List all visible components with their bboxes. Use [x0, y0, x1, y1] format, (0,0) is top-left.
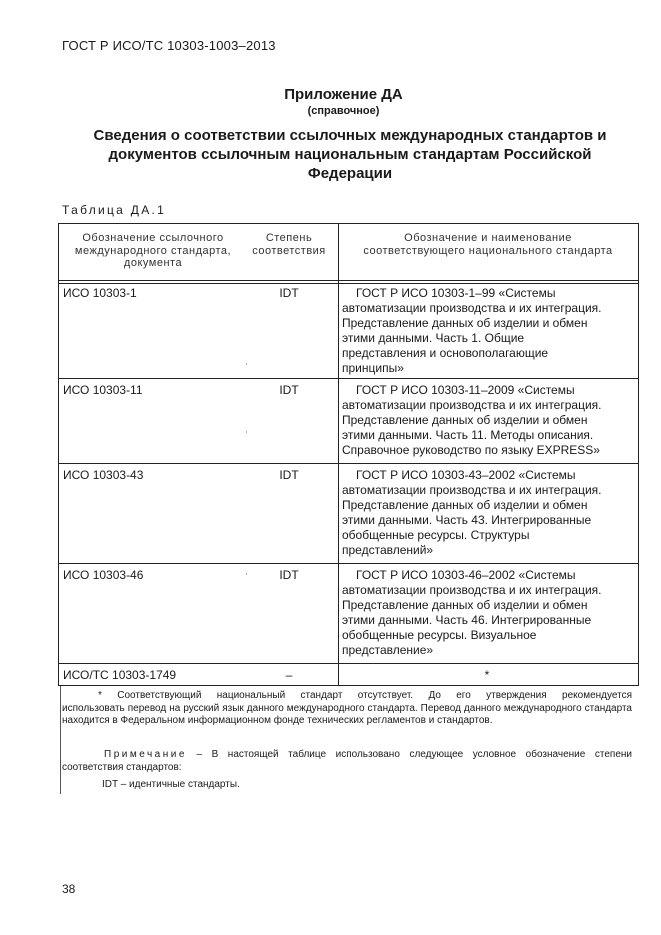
- row-degree: IDT: [279, 286, 299, 300]
- table-left-border: [58, 223, 59, 686]
- appendix-title: Приложение ДА: [284, 86, 403, 103]
- row-reference: ИСО 10303-11: [63, 383, 143, 397]
- scan-speck: [246, 363, 247, 365]
- scan-speck: [246, 573, 247, 575]
- note-label: Примечание: [104, 749, 187, 760]
- table-right-border: [638, 223, 639, 686]
- row-reference: ИСО 10303-1: [63, 286, 137, 300]
- row-national-standard: ГОСТ Р ИСО 10303-46–2002 «Системы автоматизации производства и их интеграция. Представление данных об изделии и обмен этими данными. Часть 46. Интегрированные обобщенные ресурсы. Визуальное представление»: [342, 568, 602, 657]
- row-divider: [58, 378, 639, 379]
- note-text: – В настоящей таблице использовано следующее условное обозначение степени соответствия стандартов:: [62, 749, 632, 773]
- header-degree: Степень соответствия: [252, 232, 326, 257]
- row-reference: ИСО/ТС 10303-1749: [63, 668, 177, 682]
- table-footnote: * Соответствующий национальный стандарт отсутствует. До его утверждения рекомендуется использовать перевод на русский язык данного международного стандарта. Перевод данного международного стандарта находится в Федеральном информационном фонде технических регламентов и стандартов.: [62, 690, 632, 726]
- table-bottom-border: [58, 685, 639, 686]
- page-number: 38: [62, 882, 76, 896]
- row-divider: [58, 463, 639, 464]
- left-margin-rule: [60, 686, 61, 794]
- row-divider: [58, 563, 639, 564]
- row-national-standard: ГОСТ Р ИСО 10303-11–2009 «Системы автоматизации производства и их интеграция. Представление данных об изделии и обмен этими данными. Часть 11. Методы описания. Справочное руководство по языку EXPRESS»: [342, 383, 602, 457]
- header-national-standard: Обозначение и наименование соответствующего национального стандарта: [363, 232, 613, 257]
- row-divider: [58, 663, 639, 664]
- table-caption: Таблица ДА.1: [62, 203, 167, 217]
- note-definition: IDT – идентичные стандарты.: [102, 779, 240, 790]
- table-note: [62, 749, 632, 774]
- correspondence-table: [58, 223, 639, 685]
- row-national-standard: ГОСТ Р ИСО 10303-43–2002 «Системы автоматизации производства и их интеграция. Представление данных об изделии и обмен этими данными. Часть 43. Интегрированные обобщенные ресурсы. Структуры представлений»: [342, 468, 602, 557]
- table-header-divider-double: [58, 283, 639, 284]
- table-header-divider: [58, 280, 639, 281]
- row-degree: IDT: [279, 383, 299, 397]
- row-degree: IDT: [279, 468, 299, 482]
- row-reference: ИСО 10303-43: [63, 468, 144, 482]
- appendix-heading: Сведения о соответствии ссылочных международных стандартов и документов ссылочным национальным стандартам Российской Федерации: [93, 127, 607, 182]
- scan-speck: [246, 431, 247, 433]
- appendix-subtitle: (справочное): [307, 105, 380, 117]
- document-code-header: ГОСТ Р ИСО/ТС 10303-1003–2013: [62, 38, 276, 53]
- row-degree: IDT: [279, 568, 299, 582]
- row-national-standard: *: [484, 668, 490, 682]
- column-divider: [338, 223, 339, 686]
- header-reference-standard: Обозначение ссылочного международного стандарта, документа: [74, 232, 232, 269]
- row-reference: ИСО 10303-46: [63, 568, 144, 582]
- table-top-border: [58, 223, 639, 224]
- row-degree: –: [285, 668, 293, 682]
- row-national-standard: ГОСТ Р ИСО 10303-1–99 «Системы автоматизации производства и их интеграция. Представление данных об изделии и обмен этими данными. Часть 1. Общие представления и основополагающие принципы»: [342, 286, 602, 375]
